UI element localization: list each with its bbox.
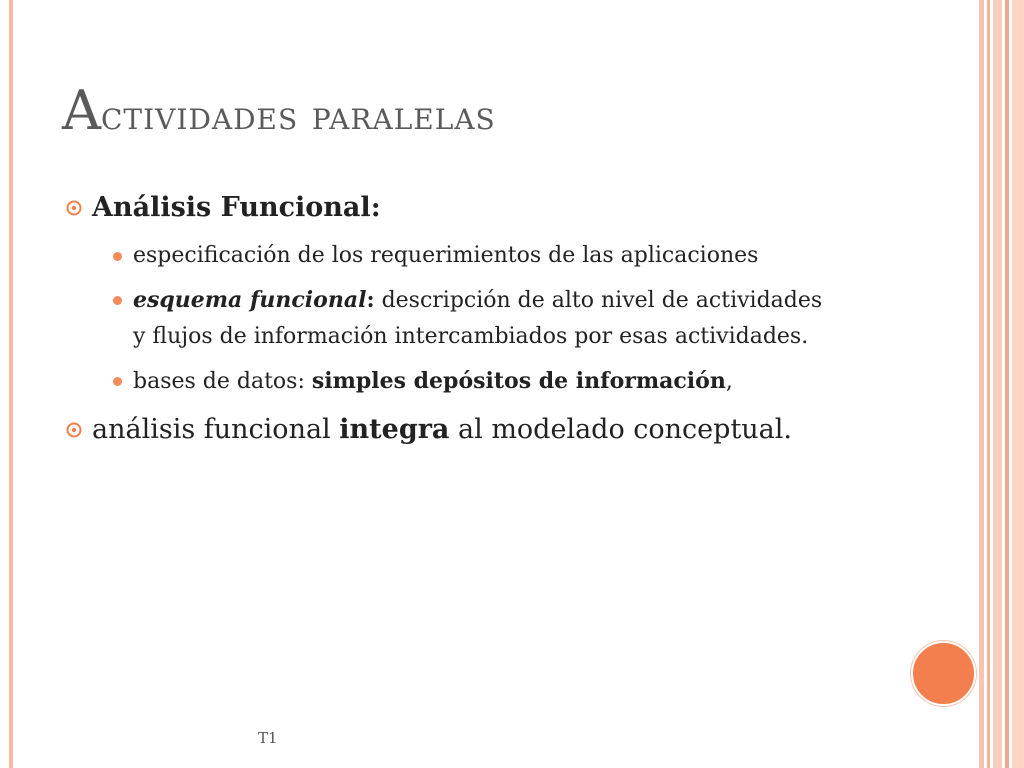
dot-bullet-icon <box>113 252 122 261</box>
sub-bullet-bases-de-datos <box>92 363 833 400</box>
sub-bullet-list <box>92 238 922 400</box>
dot-bullet-icon <box>113 296 122 305</box>
bullet-analisis-integra <box>62 410 922 450</box>
slide-content <box>62 188 922 450</box>
decorative-orange-circle <box>911 641 976 706</box>
slide-footer: T1 <box>258 729 278 747</box>
circle-dot-bullet-icon <box>66 422 82 438</box>
stripe-2 <box>987 0 990 768</box>
bullet-prefix: análisis funcional <box>92 414 340 445</box>
stripe-4 <box>1005 0 1009 768</box>
sub-bullet-text: descripción de alto nivel de actividades y flujos de información intercambiados por esas actividades. <box>133 288 823 349</box>
stripe-1 <box>979 0 984 768</box>
sub-bullet-term-suffix: : <box>366 287 375 313</box>
right-decorative-stripes <box>975 0 1024 768</box>
sub-bullet-esquema-funcional <box>92 282 833 355</box>
sub-bullet-suffix: , <box>725 369 733 394</box>
sub-bullet-bold: simples depósitos de información <box>311 368 726 394</box>
sub-bullet-especificacion <box>92 238 833 274</box>
bullet-suffix: al modelado conceptual. <box>449 414 792 445</box>
circle-dot-bullet-icon <box>66 200 82 216</box>
title-initial: A <box>62 79 101 142</box>
sub-bullet-term: esquema funcional <box>133 287 367 313</box>
stripe-3 <box>993 0 1002 768</box>
bullet-heading: Análisis Funcional: <box>92 192 381 223</box>
stripe-5 <box>1012 0 1024 768</box>
slide-title <box>62 79 496 142</box>
sub-bullet-text: especificación de los requerimientos de las aplicaciones <box>133 243 759 268</box>
bullet-bold: integra <box>339 414 450 445</box>
sub-bullet-prefix: bases de datos: <box>133 369 312 394</box>
left-border-line <box>9 0 13 768</box>
title-rest: ctividades paralelas <box>101 93 496 139</box>
dot-bullet-icon <box>113 377 122 386</box>
bullet-analisis-funcional <box>62 188 922 400</box>
